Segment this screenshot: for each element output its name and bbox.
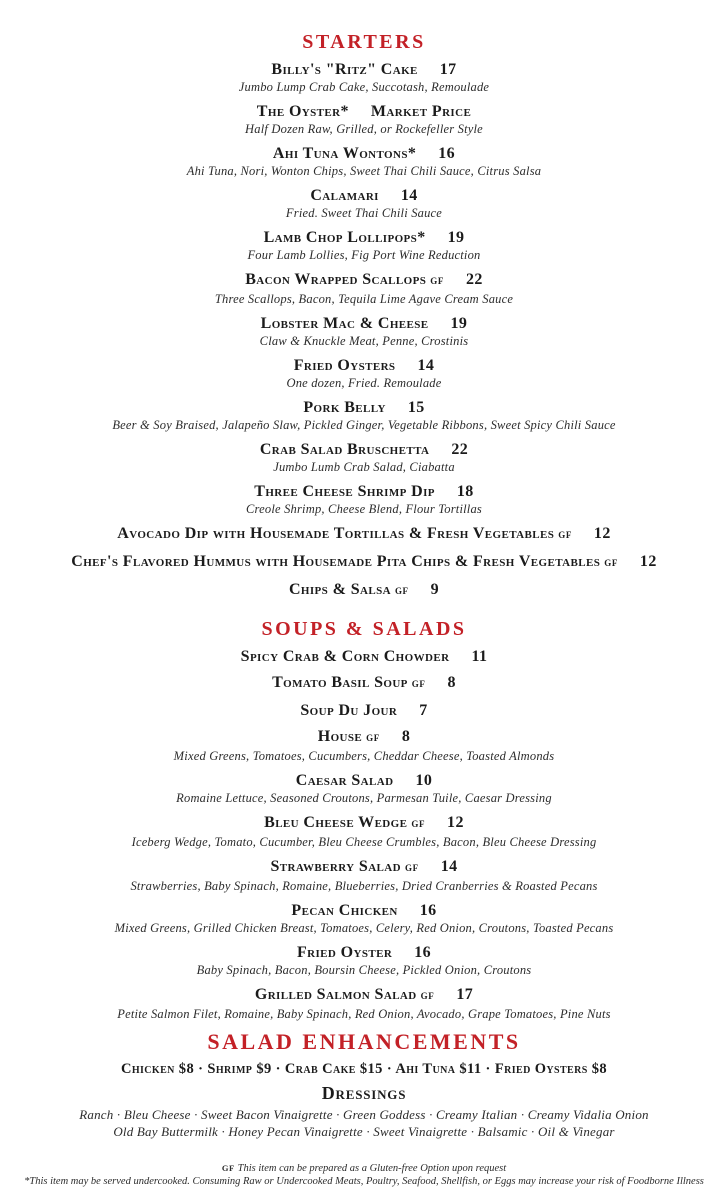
menu-item-name: Strawberry Salad — [270, 858, 401, 875]
menu-item-name: Calamari — [310, 187, 379, 204]
menu-item — [0, 228, 728, 263]
menu-item — [0, 186, 728, 221]
menu-item — [0, 440, 728, 475]
menu-item — [0, 102, 728, 137]
menu-item-price: 7 — [419, 702, 428, 719]
menu-item-title-line — [0, 524, 728, 545]
menu-item-name: Tomato Basil Soup — [272, 674, 408, 691]
menu-item — [0, 398, 728, 433]
menu-item — [0, 524, 728, 545]
menu-item — [0, 673, 728, 694]
menu-item-title-line — [0, 580, 728, 601]
gluten-free-badge: GF — [404, 863, 419, 873]
menu-item-description: Mixed Greens, Tomatoes, Cucumbers, Cheddar Cheese, Toasted Almonds — [173, 749, 555, 763]
gluten-free-badge: GF — [411, 679, 426, 689]
menu-item — [0, 727, 728, 764]
menu-item-title-line — [0, 144, 728, 163]
menu-item-title-line — [0, 727, 728, 748]
menu-item — [0, 552, 728, 573]
menu-item-title-line — [0, 228, 728, 247]
menu-item-price: 19 — [447, 229, 465, 246]
menu-item-description: Half Dozen Raw, Grilled, or Rockefeller Style — [245, 122, 483, 136]
menu-item — [0, 813, 728, 850]
starters-item-list — [0, 60, 728, 601]
dressings-heading: Dressings — [321, 1083, 407, 1103]
menu-item-name: Lamb Chop Lollipops* — [263, 229, 426, 246]
menu-item-price: 10 — [415, 772, 433, 789]
gluten-free-note-text: This item can be prepared as a Gluten-free Option upon request — [237, 1163, 507, 1174]
dressings-line-2: Old Bay Buttermilk · Honey Pecan Vinaigrette · Sweet Vinaigrette · Balsamic · Oil & Vinegar — [113, 1124, 615, 1139]
menu-item-price: 22 — [465, 271, 483, 288]
menu-item-name: Caesar Salad — [295, 772, 394, 789]
menu-item-name: Grilled Salmon Salad — [254, 986, 417, 1003]
menu-item-description: Four Lamb Lollies, Fig Port Wine Reduction — [247, 248, 481, 262]
menu-item-description: Baby Spinach, Bacon, Boursin Cheese, Pickled Onion, Croutons — [196, 963, 532, 977]
menu-item-name: Avocado Dip with Housemade Tortillas & Fresh Vegetables — [117, 525, 555, 542]
menu-item-price: 18 — [456, 483, 474, 500]
menu-item-description: Jumbo Lumb Crab Salad, Ciabatta — [273, 460, 455, 474]
gluten-free-badge: GF — [366, 733, 380, 743]
gluten-free-badge: GF — [558, 530, 572, 540]
gluten-free-badge: GF — [394, 586, 409, 596]
menu-item-name: Crab Salad Bruschetta — [259, 441, 430, 458]
menu-item-name: The Oyster* — [256, 103, 349, 120]
salad-enhancements-options: Chicken $8 · Shrimp $9 · Crab Cake $15 · Ahi Tuna $11 · Fried Oysters $8 — [120, 1061, 608, 1077]
menu-item-name: Ahi Tuna Wontons* — [272, 145, 417, 162]
menu-item — [0, 144, 728, 179]
gluten-free-badge: GF — [420, 991, 435, 1001]
menu-item — [0, 647, 728, 666]
menu-item-price: 11 — [471, 648, 488, 665]
menu-item — [0, 985, 728, 1022]
menu-item-title-line — [0, 813, 728, 834]
menu-item-price: 17 — [439, 61, 457, 78]
gluten-free-badge: GF — [604, 558, 618, 568]
menu-item-title-line — [0, 186, 728, 205]
menu-item-name: Chips & Salsa — [288, 581, 391, 598]
menu-item-title-line — [0, 552, 728, 573]
menu-item-description: Jumbo Lump Crab Cake, Succotash, Remoulade — [238, 80, 490, 94]
gluten-free-note — [0, 1162, 728, 1175]
menu-item-title-line — [0, 102, 728, 121]
menu-item-name: Bleu Cheese Wedge — [264, 814, 408, 831]
menu-item — [0, 60, 728, 95]
menu-item-price: 8 — [447, 674, 456, 691]
menu-item-title-line — [0, 398, 728, 417]
section-starters — [0, 30, 728, 601]
menu-item-description: Ahi Tuna, Nori, Wonton Chips, Sweet Thai Chili Sauce, Citrus Salsa — [186, 164, 542, 178]
menu-item-title-line — [0, 60, 728, 79]
menu-item-name: Chef's Flavored Hummus with Housemade Pita Chips & Fresh Vegetables — [71, 553, 601, 570]
menu-item-price: 8 — [401, 728, 411, 745]
menu-item-name: Pecan Chicken — [291, 902, 398, 919]
section-dressings — [0, 1082, 728, 1140]
menu-item-name: Fried Oysters — [293, 357, 396, 374]
menu-item-title-line — [0, 314, 728, 333]
menu-item — [0, 701, 728, 720]
menu-item-price: 22 — [451, 441, 469, 458]
menu-item-description: Beer & Soy Braised, Jalapeño Slaw, Pickled Ginger, Vegetable Ribbons, Sweet Spicy Chili Sauce — [112, 418, 616, 432]
menu-item-title-line — [0, 901, 728, 920]
section-salad-enhancements — [0, 1029, 728, 1079]
menu-item-title-line — [0, 647, 728, 666]
menu-item-title-line — [0, 270, 728, 291]
menu-item — [0, 356, 728, 391]
menu-item-description: Three Scallops, Bacon, Tequila Lime Agave Cream Sauce — [214, 292, 514, 306]
menu-item-name: Billy's "Ritz" Cake — [271, 61, 418, 78]
menu-item-name: Soup Du Jour — [300, 702, 398, 719]
gluten-free-badge: GF — [430, 276, 444, 286]
menu-item-title-line — [0, 482, 728, 501]
menu-item — [0, 771, 728, 806]
menu-item-name: Pork Belly — [303, 399, 386, 416]
section-title-starters: STARTERS — [302, 31, 426, 53]
menu-item-price: 14 — [440, 858, 458, 875]
menu-item-price: 9 — [430, 581, 440, 598]
menu-item-price: 17 — [456, 986, 474, 1003]
menu-item — [0, 857, 728, 894]
menu-item-title-line — [0, 771, 728, 790]
menu-item-price: 14 — [417, 357, 435, 374]
menu-item-price: 12 — [593, 525, 611, 542]
menu-item-price: 19 — [450, 315, 468, 332]
menu-item-price: 16 — [438, 145, 456, 162]
menu-item-price: 15 — [407, 399, 425, 416]
menu-item — [0, 901, 728, 936]
menu-item-name: Bacon Wrapped Scallops — [245, 271, 427, 288]
soups-salads-item-list — [0, 647, 728, 1022]
menu-item-title-line — [0, 857, 728, 878]
menu-item-title-line — [0, 701, 728, 720]
menu-item-name: Spicy Crab & Corn Chowder — [240, 648, 450, 665]
menu-item — [0, 943, 728, 978]
menu-item-name: Lobster Mac & Cheese — [260, 315, 429, 332]
menu-item-description: Romaine Lettuce, Seasoned Croutons, Parmesan Tuile, Caesar Dressing — [176, 791, 552, 805]
menu-item — [0, 482, 728, 517]
menu-item-description: One dozen, Fried. Remoulade — [286, 376, 442, 390]
menu-item-description: Claw & Knuckle Meat, Penne, Crostinis — [259, 334, 469, 348]
menu-item-description: Mixed Greens, Grilled Chicken Breast, Tomatoes, Celery, Red Onion, Croutons, Toasted Pecans — [114, 921, 614, 935]
menu-item-description: Strawberries, Baby Spinach, Romaine, Blueberries, Dried Cranberries & Roasted Pecans — [130, 879, 598, 893]
menu-item-price: Market Price — [370, 103, 472, 120]
menu-item-price: 14 — [400, 187, 418, 204]
menu-item-title-line — [0, 356, 728, 375]
menu-item-name: Fried Oyster — [296, 944, 393, 961]
menu-item-title-line — [0, 440, 728, 459]
undercooked-warning: *This item may be served undercooked. Consuming Raw or Undercooked Meats, Poultry, Seafood, Shellfish, or Eggs may increase your risk of Foodborne Illness — [24, 1176, 704, 1187]
section-title-salad-enhancements: SALAD ENHANCEMENTS — [207, 1029, 521, 1054]
menu-item-price: 16 — [414, 944, 432, 961]
section-soups-salads — [0, 617, 728, 1022]
menu-item-description: Petite Salmon Filet, Romaine, Baby Spinach, Red Onion, Avocado, Grape Tomatoes, Pine Nuts — [117, 1007, 611, 1021]
menu-item-title-line — [0, 943, 728, 962]
menu-item — [0, 580, 728, 601]
menu-item — [0, 270, 728, 307]
menu-item-name: House — [317, 728, 363, 745]
menu-item-title-line — [0, 673, 728, 694]
section-title-soups-salads: SOUPS & SALADS — [261, 618, 467, 640]
menu-item-name: Three Cheese Shrimp Dip — [254, 483, 435, 500]
menu-item — [0, 314, 728, 349]
menu-item-price: 12 — [639, 553, 657, 570]
menu-item-title-line — [0, 985, 728, 1006]
menu-item-price: 16 — [419, 902, 437, 919]
dressings-line-1: Ranch · Bleu Cheese · Sweet Bacon Vinaigrette · Green Goddess · Creamy Italian · Creamy Vidalia Onion — [79, 1107, 649, 1122]
menu-footer — [0, 1162, 728, 1188]
menu-item-description: Iceberg Wedge, Tomato, Cucumber, Bleu Cheese Crumbles, Bacon, Bleu Cheese Dressing — [131, 835, 597, 849]
menu-item-description: Fried. Sweet Thai Chili Sauce — [285, 206, 443, 220]
gluten-free-mark: GF — [221, 1163, 235, 1173]
menu-item-price: 12 — [447, 814, 464, 831]
gluten-free-badge: GF — [411, 819, 426, 829]
menu-item-description: Creole Shrimp, Cheese Blend, Flour Tortillas — [246, 502, 482, 516]
